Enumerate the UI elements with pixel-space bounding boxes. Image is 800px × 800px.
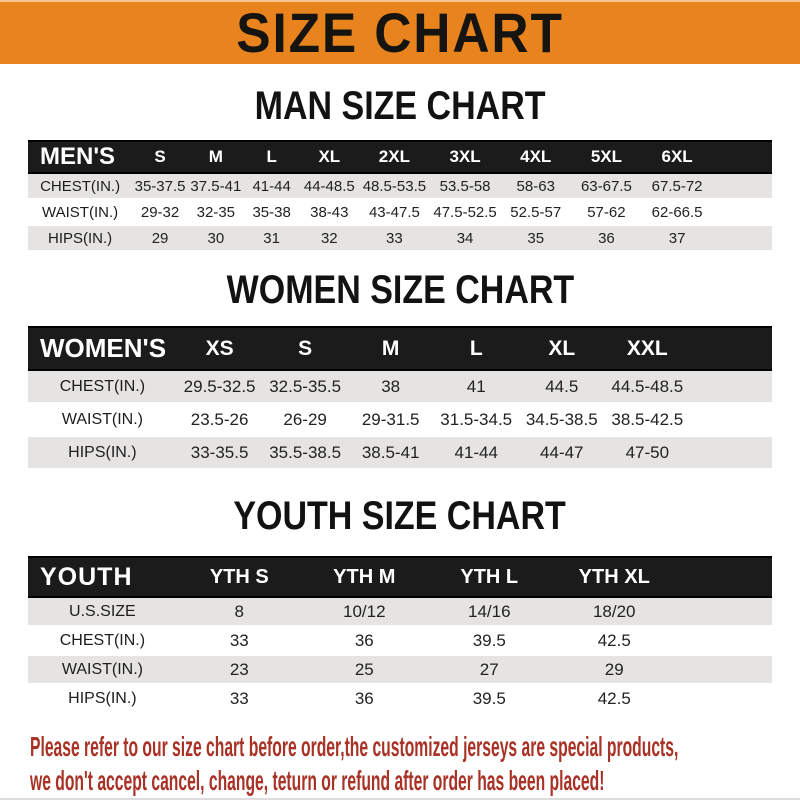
col-header: YTH L (427, 557, 552, 597)
row-label: HIPS(IN.) (68, 689, 137, 707)
cell: 31 (263, 229, 280, 247)
women-header-row (28, 327, 772, 370)
filler (690, 327, 772, 370)
col-header: YTH M (302, 557, 427, 597)
filler (677, 684, 772, 713)
cell: 47-50 (625, 442, 670, 462)
cell: 48.5-53.5 (362, 177, 427, 195)
col-header: L (244, 141, 300, 173)
cell: 43-47.5 (368, 203, 420, 221)
row-label: CHEST(IN.) (59, 377, 146, 395)
cell: 41-44 (454, 442, 498, 462)
cell: 44-48.5 (303, 177, 355, 195)
cell: 52.5-57 (510, 203, 562, 221)
table-row (28, 199, 772, 225)
filler (690, 436, 772, 469)
youth-section-title-text: YOUTH SIZE CHART (233, 494, 567, 538)
table-row (28, 684, 772, 713)
table-row (28, 436, 772, 469)
banner-title: SIZE CHART (236, 1, 564, 64)
cell: 27 (479, 659, 499, 679)
table-row (28, 370, 772, 403)
row-label: WAIST(IN.) (61, 410, 143, 428)
youth-header-label: YOUTH (28, 557, 177, 597)
cell: 33-35.5 (190, 442, 249, 462)
filler (712, 141, 772, 173)
women-section-title-text: WOMEN SIZE CHART (226, 268, 574, 312)
col-header: M (348, 327, 434, 370)
cell: 32-35 (196, 203, 236, 221)
cell: 18/20 (592, 601, 636, 621)
col-header: XL (300, 141, 360, 173)
cell: 23 (229, 659, 249, 679)
cell: 38.5-42.5 (611, 409, 684, 429)
col-header: 3XL (430, 141, 501, 173)
cell: 30 (207, 229, 225, 247)
col-header: YTH S (177, 557, 302, 597)
cell: 32 (320, 229, 338, 247)
cell: 29-31.5 (361, 409, 420, 429)
col-header: XS (177, 327, 263, 370)
cell: 33 (386, 229, 403, 247)
cell: 38-43 (310, 203, 349, 221)
footer-note-line1: Please refer to our size chart before order,the customized jerseys are special products, (30, 731, 679, 762)
footer-note-line2: we don't accept cancel, change, teturn or refund after order has been placed! (30, 765, 605, 796)
men-header-row (28, 141, 772, 173)
cell: 37 (668, 229, 686, 247)
row-label: U.S.SIZE (69, 602, 136, 620)
youth-section-title (0, 496, 800, 536)
cell: 36 (354, 630, 374, 650)
women-section-title (0, 270, 800, 310)
row-label: CHEST(IN.) (40, 177, 121, 195)
filler (677, 626, 772, 655)
cell: 38.5-41 (361, 442, 420, 462)
men-header-label: MEN'S (28, 141, 132, 173)
cell: 34 (456, 229, 474, 247)
man-section-title-text: MAN SIZE CHART (254, 84, 546, 128)
cell: 63-67.5 (580, 177, 632, 195)
filler (690, 370, 772, 403)
cell: 29 (151, 229, 169, 247)
cell: 58-63 (516, 177, 555, 195)
col-header: S (132, 141, 188, 173)
cell: 36 (354, 688, 374, 708)
cell: 29 (604, 659, 624, 679)
col-header: 4XL (500, 141, 571, 173)
cell: 57-62 (587, 203, 626, 221)
col-header: XXL (605, 327, 691, 370)
man-section-title (0, 86, 800, 126)
cell: 8 (234, 601, 245, 621)
col-header: YTH XL (552, 557, 677, 597)
men-size-table (28, 140, 772, 252)
cell: 44-47 (540, 442, 584, 462)
col-header: S (262, 327, 348, 370)
col-header: 2XL (359, 141, 430, 173)
col-header: 5XL (571, 141, 642, 173)
filler (690, 403, 772, 436)
women-header-label: WOMEN'S (28, 327, 177, 370)
cell: 32.5-35.5 (269, 376, 342, 396)
col-header: 6XL (642, 141, 713, 173)
cell: 29.5-32.5 (183, 376, 256, 396)
cell: 25 (354, 659, 374, 679)
cell: 41-44 (252, 177, 291, 195)
filler (712, 225, 772, 251)
cell: 31.5-34.5 (440, 409, 513, 429)
cell: 39.5 (472, 630, 506, 650)
cell: 42.5 (597, 630, 631, 650)
cell: 53.5-58 (439, 177, 491, 195)
filler (677, 557, 772, 597)
cell: 38 (381, 376, 401, 396)
cell: 35.5-38.5 (269, 442, 342, 462)
cell: 37.5-41 (190, 177, 242, 195)
cell: 33 (229, 630, 249, 650)
table-row (28, 403, 772, 436)
youth-header-row (28, 557, 772, 597)
cell: 39.5 (472, 688, 506, 708)
filler (712, 199, 772, 225)
cell: 36 (598, 229, 615, 247)
filler (677, 655, 772, 684)
cell: 33 (229, 688, 249, 708)
women-size-table (28, 326, 772, 470)
col-header: XL (519, 327, 605, 370)
row-label: WAIST(IN.) (61, 660, 143, 678)
cell: 62-66.5 (651, 203, 703, 221)
footer-note (30, 730, 800, 798)
cell: 35-37.5 (134, 177, 186, 195)
filler (712, 173, 772, 199)
cell: 34.5-38.5 (525, 409, 598, 429)
cell: 10/12 (343, 601, 386, 621)
table-row (28, 173, 772, 199)
table-row (28, 655, 772, 684)
table-row (28, 626, 772, 655)
cell: 67.5-72 (651, 177, 703, 195)
cell: 29-32 (140, 203, 180, 221)
cell: 41 (466, 376, 486, 396)
cell: 42.5 (597, 688, 631, 708)
banner (0, 0, 800, 64)
table-row (28, 225, 772, 251)
col-header: L (433, 327, 519, 370)
cell: 14/16 (467, 601, 511, 621)
row-label: CHEST(IN.) (59, 631, 146, 649)
cell: 35 (527, 229, 545, 247)
row-label: HIPS(IN.) (68, 443, 137, 461)
cell: 47.5-52.5 (433, 203, 497, 221)
cell: 26-29 (283, 409, 327, 429)
row-label: HIPS(IN.) (47, 229, 113, 247)
youth-size-table (28, 556, 772, 714)
col-header: M (188, 141, 244, 173)
cell: 35-38 (252, 203, 291, 221)
cell: 23.5-26 (190, 409, 249, 429)
filler (677, 597, 772, 626)
cell: 44.5 (545, 376, 579, 396)
cell: 44.5-48.5 (611, 376, 684, 396)
table-row (28, 597, 772, 626)
row-label: WAIST(IN.) (42, 203, 119, 221)
